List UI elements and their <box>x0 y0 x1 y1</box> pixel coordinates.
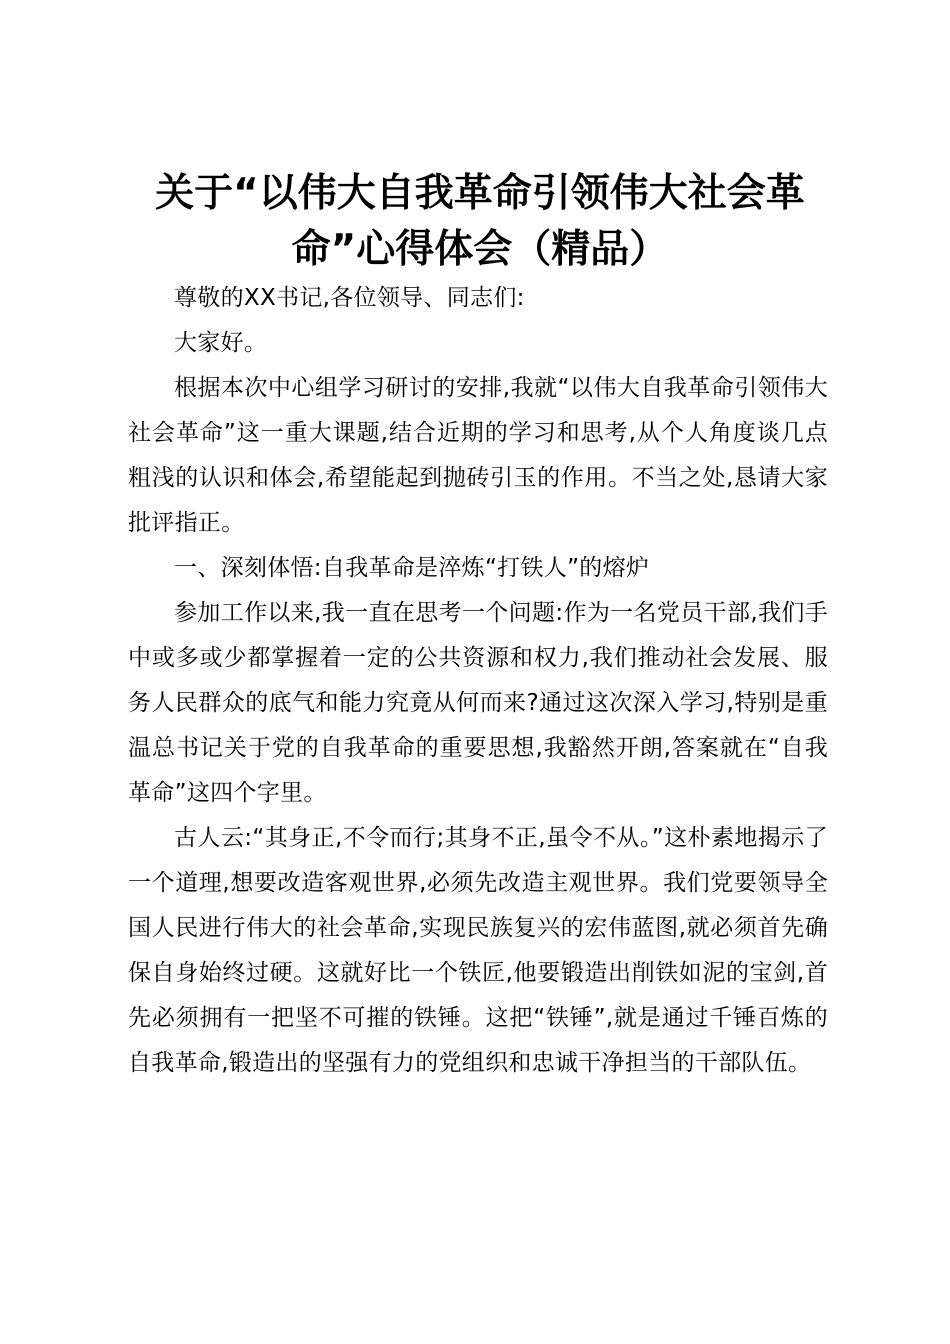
intro-paragraph: 根据本次中心组学习研讨的安排,我就“以伟大自我革命引领伟大社会革命”这一重大课题,结合近期的学习和思考,从个人角度谈几点粗浅的认识和体会,希望能起到抛砖引玉的作用。不当之处,恳请大家批评指正。 <box>128 375 828 536</box>
salutation: 尊敬的XX书记,各位领导、同志们: <box>174 285 525 311</box>
body-paragraph: 参加工作以来,我一直在思考一个问题:作为一名党员干部,我们手中或多或少都掌握着一定的公共资源和权力,我们推动社会发展、服务人民群众的底气和能力究竟从何而来?通过这次深入学习,特别是重温总书记关于党的自我革命的重要思想,我豁然开朗,答案就在“自我革命”这四个字里。 <box>128 600 828 806</box>
greeting: 大家好。 <box>174 330 268 356</box>
section-heading: 一、深刻体悟:自我革命是淬炼“打铁人”的熔炉 <box>174 555 650 581</box>
body-paragraph: 古人云:“其身正,不令而行;其身不正,虽令不从。”这朴素地揭示了一个道理,想要改造客观世界,必须先改造主观世界。我们党要领导全国人民进行伟大的社会革命,实现民族复兴的宏伟蓝图,就必须首先确保自身始终过硬。这就好比一个铁匠,他要锻造出削铁如泥的宝剑,首先必须拥有一把坚不可摧的铁锤。这把“铁锤”,就是通过千锤百炼的自我革命,锻造出的坚强有力的党组织和忠诚干净担当的干部队伍。 <box>128 825 828 1076</box>
document-body <box>128 276 828 1086</box>
document-title: 关于“以伟大自我革命引领伟大社会革命”心得体会（精品） <box>155 171 805 272</box>
